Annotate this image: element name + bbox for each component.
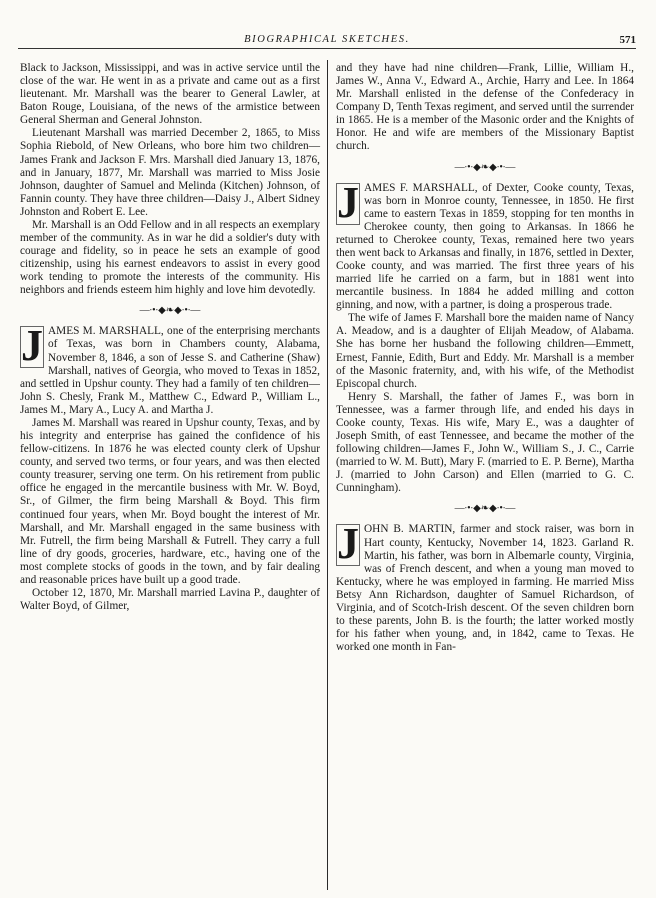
- biography-entry-james-m-marshall: [20, 325, 320, 417]
- paragraph: James M. Marshall was reared in Upshur county, Texas, and by his integrity and enterprise has gained the confidence of his fellow-citizens. In 1876 he was elected county clerk of Upshur county, and served two terms, or four years, and was then elected county treasurer, serving one term. On his retirement from public office he engaged in the mercantile business with Mr. W. Boyd, Sr., of Gilmer, the firm being Marshall & Boyd. This firm continued four years, when Mr. Boyd bought the interest of Mr. Marshall, and Mr. Marshall engaged in the same business with Mr. Futrell, the firm being Marshall & Futrell. They carry a full line of dry goods, groceries, hardware, etc., having one of the most complete stocks of goods in the town, and by fair dealing and reasonable prices have built up a good trade.: [20, 416, 320, 586]
- paragraph: of Dexter, Cooke county, Texas, was born in Monroe county, Tennessee, in 1850. He first came to eastern Texas in 1859, stopping for ten months in Cherokee county, then going to Arkansas. In 1866 he returned to Cherokee county, Texas, remained here two years then went back to Arkansas and finally, in 1876, settled in Dexter, Cooke county, and was married. The first three years of his married life he carried on a farm, but in 1881 went into mercantile business. In 1884 he added milling and cotton ginning, and now, with a partner, is doing a prosperous trade.: [336, 181, 634, 312]
- paragraph: Henry S. Marshall, the father of James F., was born in Tennessee, was a farmer through life, and ended his days in Cooke county, Texas. His wife, Mary E., was a daughter of Joseph Smith, of east Tennessee, and became the mother of the following children—James F., John W., William S., J. C., Carrie (married to W. M. Butt), Mary F. (married to E. P. Berne), Martha J. (married to John Carson) and Ellen (married to G. C. Cunningham).: [336, 390, 634, 495]
- biography-entry-john-b-martin: [336, 523, 634, 654]
- running-header: [18, 34, 636, 49]
- paragraph: Black to Jackson, Mississippi, and was in active service until the close of the war. He went in as a private and came out as a first lieutenant. Mr. Marshall was the bearer to General Lawler, at Baton Rouge, Louisiana, of the news of the armistice between General Sherman and General Johnston.: [20, 62, 320, 127]
- section-ornament: —∙•∙◆❧◆∙•∙—: [139, 305, 201, 317]
- left-column: [20, 62, 320, 613]
- paragraph: and they have had nine children—Frank, Lillie, William H., James W., Anna V., Edward A., Archie, Harry and Lee. In 1864 Mr. Marshall enlisted in the defense of the Confederacy in Company D, Tenth Texas regiment, and served until the surrender in 1865. He is a member of the Masonic order and the Knights of Honor. He and wife are members of the Missionary Baptist church.: [336, 62, 634, 153]
- page-number: 571: [619, 34, 636, 46]
- column-divider: [327, 60, 328, 890]
- paragraph: Lieutenant Marshall was married December 2, 1865, to Miss Sophia Riebold, of New Orleans, who bore him two children—James Frank and Jackson F. Mrs. Marshall died January 13, 1876, and in January, 1877, Mr. Marshall was married to Miss Josie Johnson, daughter of Samuel and Melinda (Kitchen) Johnson, of Fannin county. They have three children—Daisy J., Albert Sidney Johnston and Robert E. Lee.: [20, 127, 320, 218]
- running-title: BIOGRAPHICAL SKETCHES.: [244, 34, 410, 45]
- paragraph: Mr. Marshall is an Odd Fellow and in all respects an exemplary member of the community. As in war he did a soldier's duty with courage and fidelity, so in peace he sets an example of good citizenship, using his earnest endeavors to assist in every good work tending to promote the interests of the community. His neighbors and friends esteem him highly and love him devotedly.: [20, 218, 320, 297]
- entry-name: OHN B. MARTIN,: [364, 523, 456, 536]
- section-ornament: —∙•∙◆❧◆∙•∙—: [454, 161, 516, 173]
- drop-cap: J: [337, 523, 359, 569]
- drop-cap: J: [21, 325, 43, 371]
- biography-entry-james-f-marshall: [336, 182, 634, 313]
- drop-cap: J: [337, 181, 359, 227]
- paragraph: October 12, 1870, Mr. Marshall married Lavina P., daughter of Walter Boyd, of Gilmer,: [20, 586, 320, 613]
- right-column: [336, 62, 634, 654]
- entry-name: AMES F. MARSHALL,: [364, 181, 478, 194]
- paragraph: farmer and stock raiser, was born in Hart county, Kentucky, November 14, 1823. Garland R. Martin, his father, was born in Albemarle county, Virginia, was of French descent, and when a young man moved to Kentucky, where he was employed in farming. He married Miss Betsy Ann Richardson, daughter of Samuel Richardson, of Virginia, and of Scotch-Irish descent. Of the seven children born to these parents, John B. is the fourth; the latter worked mostly for his father when young, and, in 1842, came to Texas. He worked one month in Fan-: [336, 523, 634, 654]
- paragraph: The wife of James F. Marshall bore the maiden name of Nancy A. Meadow, and is a daughter of Elijah Meadow, of Alabama. She has borne her husband the following children—Emmett, Ernest, Fannie, Edith, Burt and Eddy. Mr. Marshall is a member of the Masonic fraternity, and, with his wife, of the Methodist Episcopal church.: [336, 312, 634, 390]
- section-ornament: —∙•∙◆❧◆∙•∙—: [454, 503, 516, 515]
- entry-name: AMES M. MARSHALL,: [48, 325, 164, 338]
- paragraph: one of the enterprising merchants of Texas, was born in Chambers county, Alabama, November 8, 1846, a son of Jesse S. and Catherine (Shaw) Marshall, natives of Georgia, who moved to Texas in 1852, and settled in Upshur county. They had a family of ten children—John S. Chesly, Frank M., Matthew C., Edward P., William L., James M., Mary A., Lucy A. and Martha J.: [20, 325, 320, 416]
